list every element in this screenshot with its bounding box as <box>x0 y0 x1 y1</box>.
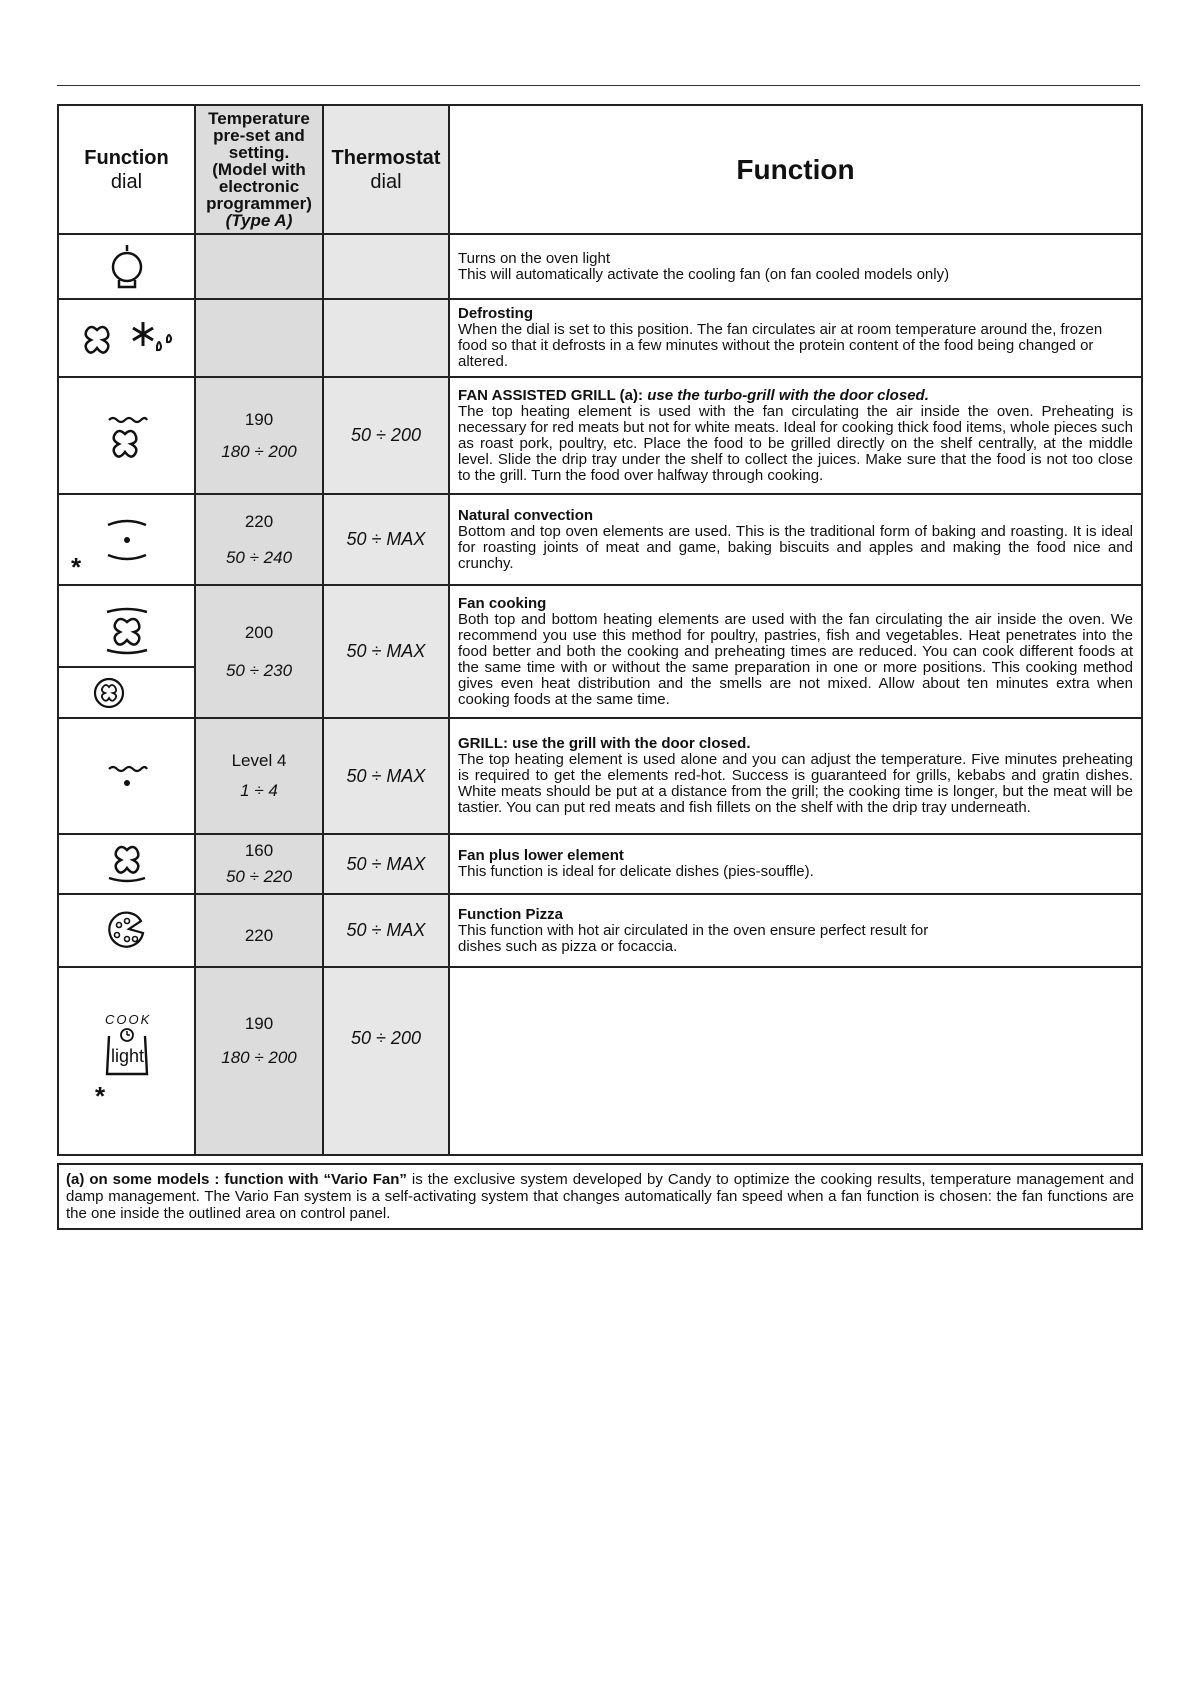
table-row <box>58 234 1142 299</box>
header-function-dial: Function dial <box>58 105 195 234</box>
pizza-icon <box>58 894 195 967</box>
function-description: Defrosting When the dial is set to this position. The fan circulates air at room temperature around the, frozen food so that it defrosts in a few minutes without the protein content of the food being changed or altered. <box>449 299 1142 377</box>
function-description: GRILL: use the grill with the door closed. The top heating element is used alone and you can adjust the temperature. Five minutes preheating is required to get the elements red-hot. Success is guaranteed for grills, kebabs and gratin dishes. White meats should be put at a distance from the grill; the cooking time is longer, but the meat will be tastier. You can put red meats and fish fillets on the shelf with the drip tray underneath. <box>449 718 1142 834</box>
table-row <box>58 967 1142 1155</box>
defrost-icon <box>58 299 195 377</box>
icon-divider <box>59 666 194 668</box>
function-description: Fan plus lower element This function is ideal for delicate dishes (pies-souffle). <box>449 834 1142 894</box>
preset-cell: 160 50 ÷ 220 <box>195 834 323 894</box>
preset-cell: 190 180 ÷ 200 <box>195 377 323 494</box>
function-description: Natural convection Bottom and top oven elements are used. This is the traditional form of baking and roasting. It is ideal for roasting joints of meat and game, baking biscuits and apples and making the food nice and crunchy. <box>449 494 1142 585</box>
thermostat-cell <box>323 234 449 299</box>
thermostat-cell: 50 ÷ 200 <box>323 377 449 494</box>
table-row <box>58 377 1142 494</box>
thermostat-cell: 50 ÷ MAX <box>323 718 449 834</box>
preset-cell <box>195 299 323 377</box>
function-description <box>449 967 1142 1155</box>
cook-light-icon <box>58 967 195 1155</box>
table-row <box>58 834 1142 894</box>
function-description: Turns on the oven light This will automatically activate the cooling fan (on fan cooled models only) <box>449 234 1142 299</box>
thermostat-cell: 50 ÷ 200 <box>323 967 449 1155</box>
circular-fan-icon <box>92 676 126 710</box>
table-row <box>58 494 1142 585</box>
asterisk-note: * <box>95 1081 106 1111</box>
header-temperature-preset: Temperature pre-set and setting. (Model with electronic programmer) (Type A) <box>195 105 323 234</box>
thermostat-cell: 50 ÷ MAX <box>323 585 449 718</box>
natural-convection-icon <box>58 494 195 585</box>
light-label: light <box>111 1046 145 1066</box>
function-description: Fan cooking Both top and bottom heating elements are used with the fan circulating the air inside the oven. We recommend you use this method for poultry, pastries, fish and vegetables. Heat penetrates into the food better and both the cooking and preheating times are reduced. You can cook different foods at the same time with or without the same preparation in one or more positions. This cooking method gives even heat distribution and the smells are not mixed. Allow about ten minutes extra when cooking foods at the same time. <box>449 585 1142 718</box>
fan-lower-element-icon <box>58 834 195 894</box>
thermostat-cell: 50 ÷ MAX <box>323 894 449 967</box>
top-rule <box>57 85 1140 86</box>
table-header-row <box>58 105 1142 234</box>
preset-cell: 220 50 ÷ 240 <box>195 494 323 585</box>
thermostat-cell: 50 ÷ MAX <box>323 834 449 894</box>
preset-cell: 220 <box>195 894 323 967</box>
fan-grill-icon <box>58 377 195 494</box>
fan-cooking-icon <box>58 585 195 718</box>
preset-cell: 190 180 ÷ 200 <box>195 967 323 1155</box>
table-row <box>58 718 1142 834</box>
thermostat-cell <box>323 299 449 377</box>
header-function: Function <box>449 105 1142 234</box>
oven-functions-table <box>57 104 1143 1156</box>
grill-icon <box>58 718 195 834</box>
preset-cell: Level 4 1 ÷ 4 <box>195 718 323 834</box>
table-row <box>58 894 1142 967</box>
vario-fan-note: (a) on some models : function with “Vario Fan” is the exclusive system developed by Candy to optimize the cooking results, temperature management and damp management. The Vario Fan system is a self-activating system that changes automatically fan speed when a fan function is chosen: the fan functions are the one inside the outlined area on control panel. <box>57 1163 1143 1230</box>
cook-label: COOK <box>105 1012 152 1027</box>
table-row <box>58 585 1142 718</box>
table-row <box>58 299 1142 377</box>
asterisk-note: * <box>71 552 82 582</box>
preset-cell <box>195 234 323 299</box>
header-thermostat-dial: Thermostat dial <box>323 105 449 234</box>
oven-light-icon <box>58 234 195 299</box>
function-description: FAN ASSISTED GRILL (a): use the turbo-grill with the door closed. The top heating element is used with the fan circulating the air inside the oven. Preheating is necessary for red meats but not for white meats. Ideal for cooking thick food items, whole pieces such as roast pork, poultry, etc. Place the food to be grilled directly on the shelf centrally, at the middle level. Slide the drip tray under the shelf to collect the juices. Make sure that the food is not too close to the grill. Turn the food over halfway through cooking. <box>449 377 1142 494</box>
preset-cell: 200 50 ÷ 230 <box>195 585 323 718</box>
function-description: Function Pizza This function with hot air circulated in the oven ensure perfect result for dishes such as pizza or focaccia. <box>449 894 1142 967</box>
thermostat-cell: 50 ÷ MAX <box>323 494 449 585</box>
